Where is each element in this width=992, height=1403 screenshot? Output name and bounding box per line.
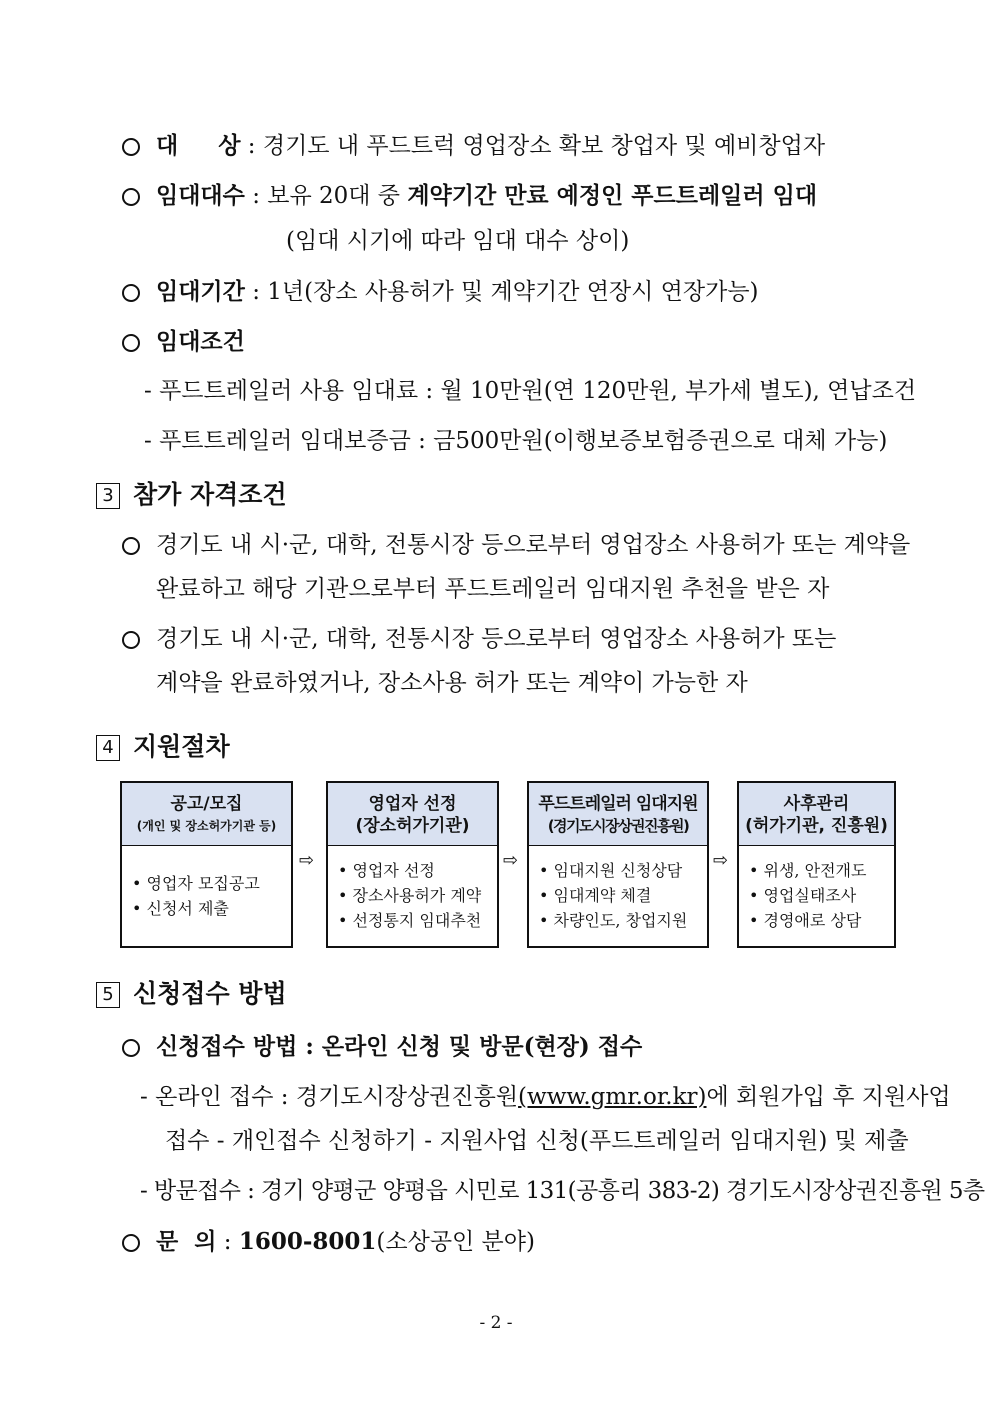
section4-number: 4 [96,735,120,761]
process-step-item: • 선정통지 임대추천 [338,911,482,930]
process-step-item: • 영업자 모집공고 [132,873,260,893]
online-continuation: 접수 - 개인접수 신청하기 - 지원사업 신청(푸드트레일러 임대지원) 및 제출 [165,1128,909,1154]
target-text: 경기도 내 푸드트럭 영업장소 확보 창업자 및 예비창업자 [262,133,826,159]
process-step-subtitle: (장소허가기관) [355,816,470,836]
target-sep: : [247,133,256,159]
conditions-item: - 푸트트레일러 임대보증금 : 금500만원(이행보증보험증권으로 대체 가능) [144,428,888,454]
visit-row: - 방문접수 : 경기 양평군 양평읍 시민로 131(공흥리 383-2) 경기도시장상권진흥원 5층 [140,1178,985,1204]
process-step-title: 공고/모집 [170,794,243,814]
process-step-header [739,783,894,846]
process-step-subtitle: (개인 및 장소허가기관 등) [136,819,277,833]
count-continuation: (임대 시기에 따라 임대 대수 상이) [286,228,630,254]
target-row [156,131,825,161]
process-step-item: • 임대지원 신청상담 [539,861,683,880]
process-step-item: • 차량인도, 창업지원 [539,911,688,930]
process-step-subtitle: (경기도시장상권진흥원) [547,817,689,835]
bullet-circle-icon [122,537,140,555]
online-text-post: 에 회원가입 후 지원사업 [706,1084,951,1110]
online-text: - 온라인 접수 : 경기도시장상권진흥원 [140,1084,519,1110]
section5-title: 신청접수 방법 [133,979,287,1008]
method-summary: 신청접수 방법 : 온라인 신청 및 방문(현장) 접수 [156,1033,643,1060]
period-sep: : [252,279,260,305]
arrow-right-icon: ⇨ [299,850,315,871]
process-step-subtitle: (허가기관, 진흥원) [745,816,888,836]
bullet-circle-icon [122,284,140,302]
target-label: 대 상 [156,132,241,159]
process-step-header [328,783,497,846]
process-step-box [737,781,896,948]
process-step-item: • 위생, 안전개도 [749,861,867,880]
process-step-item: • 영업자 선정 [338,861,435,880]
process-step-item: • 경영애로 상담 [749,911,862,930]
period-row [156,277,759,307]
process-step-header [529,783,707,846]
contact-number: 1600-8001 [238,1228,377,1255]
process-step-item: • 장소사용허가 계약 [338,886,482,905]
eligibility-item-cont: 완료하고 해당 기관으로부터 푸드트레일러 임대지원 추천을 받은 자 [156,576,830,602]
section5-number: 5 [96,982,120,1008]
section3-title: 참가 자격조건 [133,480,287,509]
count-text: 보유 20대 중 [267,183,408,209]
process-step-title: 영업자 선정 [368,794,457,814]
section3-number: 3 [96,483,120,509]
bullet-circle-icon [122,138,140,156]
website-link[interactable]: (www.gmr.or.kr) [518,1084,707,1110]
eligibility-item-cont: 계약을 완료하였거나, 장소사용 허가 또는 계약이 가능한 자 [156,670,748,696]
process-step-item: • 신청서 제출 [132,898,229,918]
bullet-circle-icon [122,1234,140,1252]
process-step-box [527,781,709,948]
count-sep: : [252,183,260,209]
eligibility-item: 경기도 내 시·군, 대학, 전통시장 등으로부터 영업장소 사용허가 또는 [156,626,837,652]
bullet-circle-icon [122,188,140,206]
period-text: 1년(장소 사용허가 및 계약기간 연장시 연장가능) [267,279,759,305]
section4-title: 지원절차 [133,732,230,761]
process-step-body [122,845,291,946]
count-label: 임대대수 [156,182,245,209]
process-step-item: • 영업실태조사 [749,886,857,905]
bullet-circle-icon [122,631,140,649]
contact-label: 문 의 [156,1228,217,1255]
page-number: - 2 - [479,1313,513,1333]
process-step-body [529,845,707,946]
bullet-circle-icon [122,334,140,352]
contact-sep: : [223,1229,232,1255]
period-label: 임대기간 [156,278,245,305]
contact-text: (소상공인 분야) [376,1229,535,1255]
bullet-circle-icon [122,1039,140,1057]
count-row [156,181,817,211]
eligibility-item: 경기도 내 시·군, 대학, 전통시장 등으로부터 영업장소 사용허가 또는 계약을 [156,532,911,558]
arrow-right-icon: ⇨ [503,850,519,871]
contact-row [156,1227,535,1257]
online-row [140,1082,951,1112]
process-step-header [122,783,291,846]
count-text-bold: 계약기간 만료 예정인 푸드트레일러 임대 [407,182,818,209]
conditions-item: - 푸드트레일러 사용 임대료 : 월 10만원(연 120만원, 부가세 별도), 연납조건 [144,378,917,404]
process-step-body [739,845,894,946]
process-step-box [120,781,293,948]
process-step-item: • 임대계약 체결 [539,886,652,905]
process-step-title: 사후관리 [783,794,850,814]
process-step-title: 푸드트레일러 임대지원 [538,794,698,814]
process-step-box [326,781,499,948]
conditions-label: 임대조건 [156,328,245,355]
arrow-right-icon: ⇨ [713,850,729,871]
process-step-body [328,845,497,946]
